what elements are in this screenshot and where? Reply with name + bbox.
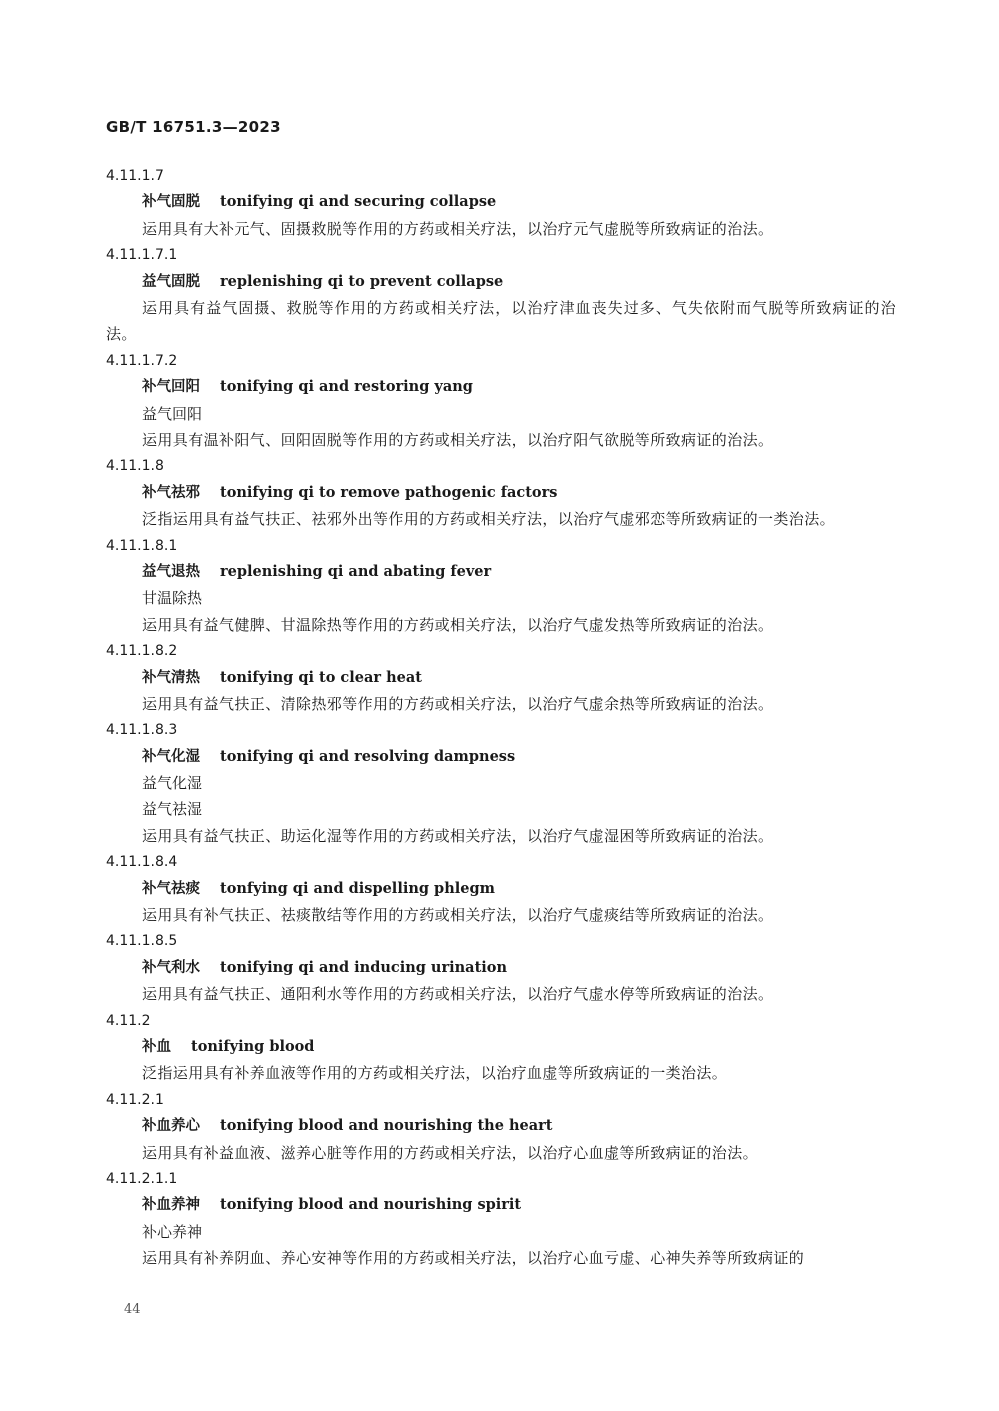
term-english: tonfying qi and dispelling phlegm xyxy=(220,879,495,897)
term-definition: 运用具有补益血液、滋养心脏等作用的方药或相关疗法，以治疗心血虚等所致病证的治法。 xyxy=(142,1143,759,1162)
term-english: tonifying blood and nourishing the heart xyxy=(220,1117,553,1135)
document-body xyxy=(106,163,896,1272)
term-english: tonifying qi and restoring yang xyxy=(220,378,473,396)
term-synonym: 益气回阳 xyxy=(142,404,203,423)
clause-number: 4.11.2.1 xyxy=(106,1091,164,1108)
document-header: GB/T 16751.3—2023 xyxy=(106,118,281,136)
term-synonym: 益气祛湿 xyxy=(142,800,203,819)
term-english: replenishing qi to prevent collapse xyxy=(220,272,504,290)
term-chinese: 补气回阳 xyxy=(142,379,200,396)
term-chinese: 补气祛邪 xyxy=(142,484,200,501)
term-chinese: 益气退热 xyxy=(142,563,200,580)
term-line xyxy=(106,269,896,295)
term-definition: 运用具有益气扶正、助运化湿等作用的方药或相关疗法，以治疗气虚湿困等所致病证的治法。 xyxy=(142,826,774,845)
page-number: 44 xyxy=(124,1302,141,1317)
term-line xyxy=(106,189,896,215)
term-synonym: 甘温除热 xyxy=(142,589,203,608)
clause-number: 4.11.1.7.1 xyxy=(106,247,178,264)
term-definition: 运用具有大补元气、固摄救脱等作用的方药或相关疗法，以治疗元气虚脱等所致病证的治法。 xyxy=(142,219,774,238)
term-chinese: 补血养神 xyxy=(142,1197,200,1214)
clause-number: 4.11.1.8.5 xyxy=(106,933,178,950)
term-chinese: 补气化湿 xyxy=(142,748,200,765)
clause-number: 4.11.1.7.2 xyxy=(106,352,178,369)
term-chinese: 补气祛痰 xyxy=(142,880,200,897)
clause-number: 4.11.2 xyxy=(106,1012,151,1029)
term-definition: 运用具有益气扶正、通阳利水等作用的方药或相关疗法，以治疗气虚水停等所致病证的治法。 xyxy=(142,985,774,1004)
term-definition: 泛指运用具有益气扶正、祛邪外出等作用的方药或相关疗法，以治疗气虚邪恋等所致病证的一类治法。 xyxy=(142,510,836,529)
term-synonym: 益气化湿 xyxy=(142,774,203,793)
term-definition: 运用具有温补阳气、回阳固脱等作用的方药或相关疗法，以治疗阳气欲脱等所致病证的治法。 xyxy=(142,430,774,449)
term-chinese: 补气利水 xyxy=(142,959,200,976)
clause-number: 4.11.1.8.3 xyxy=(106,722,178,739)
term-chinese: 益气固脱 xyxy=(142,273,200,290)
term-definition: 泛指运用具有补养血液等作用的方药或相关疗法，以治疗血虚等所致病证的一类治法。 xyxy=(142,1064,728,1083)
term-line xyxy=(106,559,896,585)
term-line xyxy=(106,1113,896,1139)
term-chinese: 补血 xyxy=(142,1039,171,1056)
term-chinese: 补气清热 xyxy=(142,669,200,686)
term-english: tonifying qi and securing collapse xyxy=(220,193,497,211)
term-english: tonifying qi to remove pathogenic factors xyxy=(220,483,558,501)
term-line xyxy=(106,374,896,400)
term-definition: 运用具有补养阴血、养心安神等作用的方药或相关疗法，以治疗心血亏虚、心神失养等所致病证的 xyxy=(142,1249,805,1268)
term-line xyxy=(106,744,896,770)
term-english: tonifying qi and resolving dampness xyxy=(220,747,516,765)
term-line xyxy=(106,665,896,691)
term-line xyxy=(106,876,896,902)
clause-number: 4.11.1.7 xyxy=(106,168,164,184)
term-synonym: 补心养神 xyxy=(142,1222,203,1241)
clause-number: 4.11.1.8.2 xyxy=(106,643,178,660)
term-definition: 运用具有益气健脾、甘温除热等作用的方药或相关疗法，以治疗气虚发热等所致病证的治法。 xyxy=(142,615,774,634)
term-definition: 运用具有补气扶正、祛痰散结等作用的方药或相关疗法，以治疗气虚痰结等所致病证的治法。 xyxy=(142,906,774,925)
term-line xyxy=(106,955,896,981)
term-english: tonifying qi and inducing urination xyxy=(220,958,507,976)
term-english: tonifying qi to clear heat xyxy=(220,668,422,686)
term-definition: 运用具有益气固摄、救脱等作用的方药或相关疗法，以治疗津血丧失过多、气失依附而气脱等所致病证的治法。 xyxy=(106,298,896,344)
term-english: replenishing qi and abating fever xyxy=(220,562,492,580)
term-english: tonifying blood xyxy=(191,1038,315,1056)
clause-number: 4.11.1.8 xyxy=(106,458,164,475)
term-line xyxy=(106,1034,896,1060)
clause-number: 4.11.1.8.1 xyxy=(106,537,178,554)
term-line xyxy=(106,480,896,506)
clause-number: 4.11.1.8.4 xyxy=(106,854,178,871)
clause-number: 4.11.2.1.1 xyxy=(106,1171,178,1188)
term-english: tonifying blood and nourishing spirit xyxy=(220,1196,522,1214)
term-definition: 运用具有益气扶正、清除热邪等作用的方药或相关疗法，以治疗气虚余热等所致病证的治法。 xyxy=(142,694,774,713)
term-chinese: 补血养心 xyxy=(142,1118,200,1135)
term-chinese: 补气固脱 xyxy=(142,194,200,211)
term-line xyxy=(106,1192,896,1218)
